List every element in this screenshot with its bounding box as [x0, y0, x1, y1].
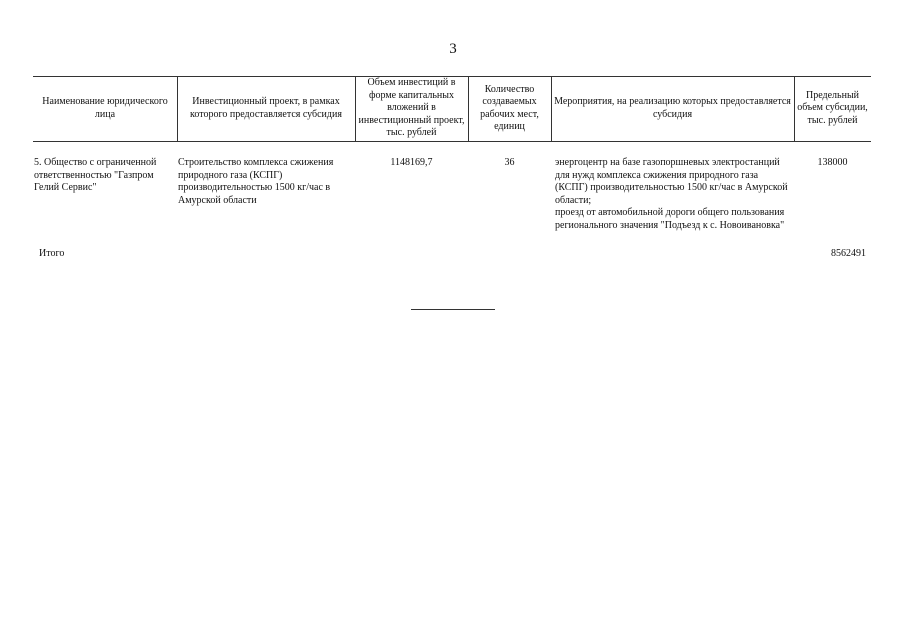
total-value: 8562491 — [831, 248, 866, 259]
activity-item: проезд от автомобильной дороги общего пользования регионального значения "Подъезд к с. Новоивановка" — [555, 207, 785, 231]
cell-jobs-count: 36 — [504, 157, 515, 168]
page-number: 3 — [449, 41, 457, 57]
cell-investment-project: Строительство комплекса сжижения природного газа (КСПГ) производительностью 1500 кг/час в Амурской области — [178, 157, 334, 206]
cell-activities — [555, 157, 793, 232]
header-activities: Мероприятия, на реализацию которых предоставляется субсидия — [554, 96, 791, 120]
cell-subsidy-limit: 138000 — [817, 157, 848, 168]
header-investment-volume: Объем инвестиций в форме капитальных вложений в инвестиционный проект, тыс. рублей — [358, 77, 465, 139]
activity-item: энергоцентр на базе газопоршневых электростанций для нужд комплекса сжижения природного газа (КСПГ) производительностью 1500 кг/час в Амурской области; — [555, 157, 788, 206]
header-bottom-border — [33, 141, 871, 142]
cell-investment-volume: 1148169,7 — [390, 157, 433, 168]
closing-rule — [411, 309, 495, 310]
header-subsidy-limit: Предельный объем субсидии, тыс. рублей — [797, 89, 868, 126]
cell-entity-name: 5. Общество с ограниченной ответственностью "Газпром Гелий Сервис" — [34, 157, 157, 193]
header-investment-project: Инвестиционный проект, в рамках которого предоставляется субсидия — [190, 96, 342, 120]
header-jobs-count: Количество создаваемых рабочих мест, единиц — [480, 83, 539, 132]
total-label: Итого — [39, 248, 65, 259]
header-entity-name: Наименование юридического лица — [42, 96, 168, 120]
